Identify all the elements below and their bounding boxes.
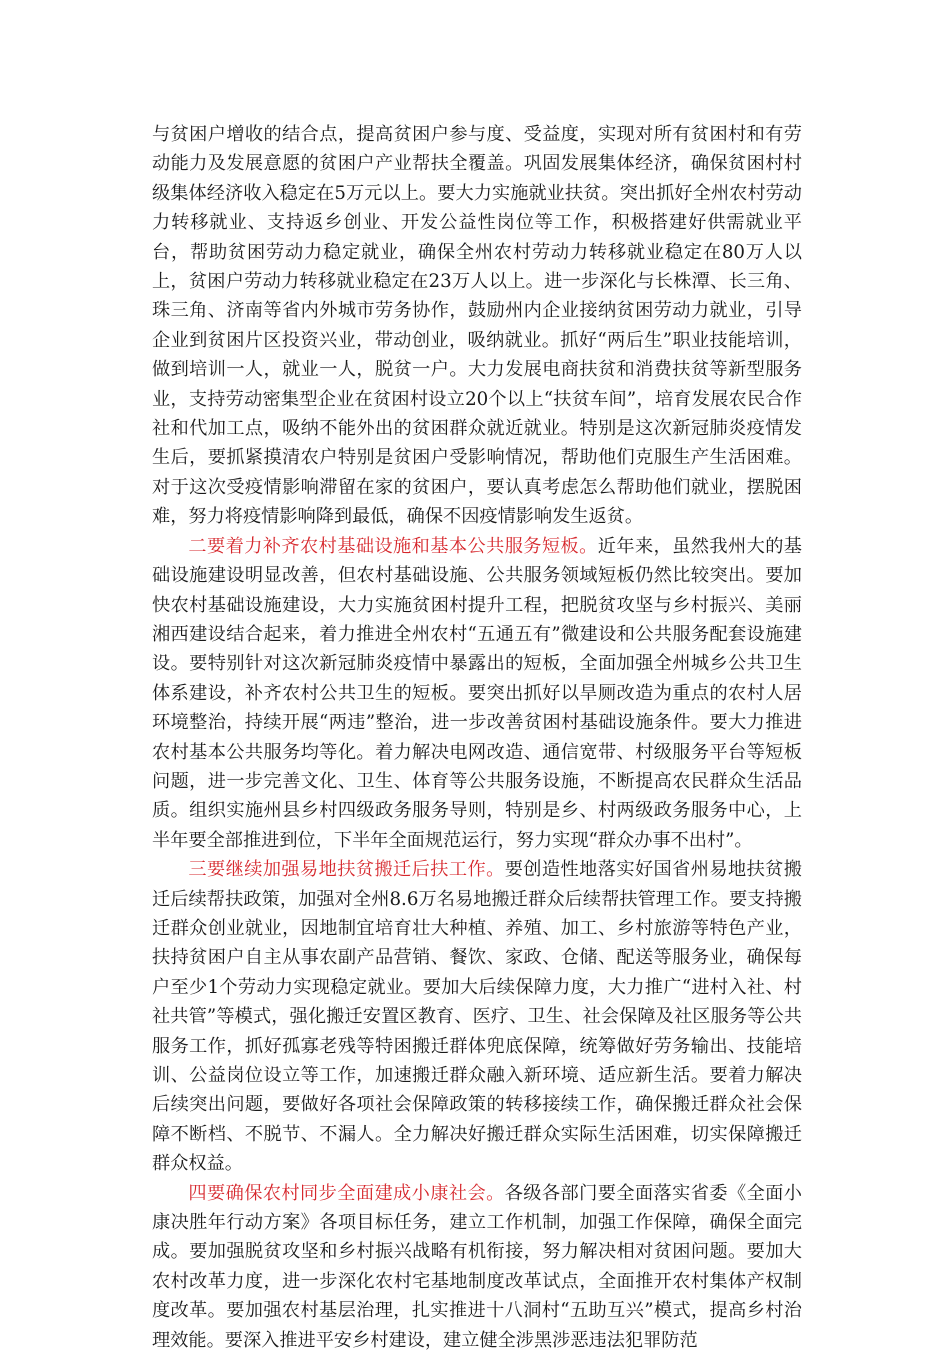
paragraph-2-body: 近年来，虽然我州大的基础设施建设明显改善，但农村基础设施、公共服务领域短板仍然比较突出。要加快农村基础设施建设，大力实施贫困村提升工程，把脱贫攻坚与乡村振兴、美丽湘西建设结合起来，着力推进全州农村“五通五有”微建设和公共服务配套设施建设。要特别针对这次新冠肺炎疫情中暴露出的短板，全面加强全州城乡公共卫生体系建设，补齐农村公共卫生的短板。要突出抓好以旱厕改造为重点的农村人居环境整治，持续开展“两违”整治，进一步改善贫困村基础设施条件。要大力推进农村基本公共服务均等化。着力解决电网改造、通信宽带、村级服务平台等短板问题，进一步完善文化、卫生、体育等公共服务设施，不断提高农民群众生活品质。组织实施州县乡村四级政务服务导则，特别是乡、村两级政务服务中心，上半年要全部推进到位，下半年全面规范运行，努力实现“群众办事不出村”。 — [152, 535, 802, 851]
paragraph-4 — [152, 1179, 802, 1355]
paragraph-1-body: 与贫困户增收的结合点，提高贫困户参与度、受益度，实现对所有贫困村和有劳动能力及发展意愿的贫困户产业帮扶全覆盖。巩固发展集体经济，确保贫困村村级集体经济收入稳定在5万元以上。要大力实施就业扶贫。突出抓好全州农村劳动力转移就业、支持返乡创业、开发公益性岗位等工作，积极搭建好供需就业平台，帮助贫困劳动力稳定就业，确保全州农村劳动力转移就业稳定在80万人以上，贫困户劳动力转移就业稳定在23万人以上。进一步深化与长株潭、长三角、珠三角、济南等省内外城市劳务协作，鼓励州内企业接纳贫困劳动力就业，引导企业到贫困片区投资兴业，带动创业，吸纳就业。抓好“两后生”职业技能培训，做到培训一人，就业一人，脱贫一户。大力发展电商扶贫和消费扶贫等新型服务业，支持劳动密集型企业在贫困村设立20个以上“扶贫车间”，培育发展农民合作社和代加工点，吸纳不能外出的贫困群众就近就业。特别是这次新冠肺炎疫情发生后，要抓紧摸清农户特别是贫困户受影响情况，帮助他们克服生产生活困难。对于这次受疫情影响滞留在家的贫困户，要认真考虑怎么帮助他们就业，摆脱困难，努力将疫情影响降到最低，确保不因疫情影响发生返贫。 — [152, 124, 802, 528]
paragraph-2-heading: 二要着力补齐农村基础设施和基本公共服务短板。 — [188, 535, 598, 557]
paragraph-3 — [152, 855, 802, 1178]
paragraph-3-heading: 三要继续加强易地扶贫搬迁后扶工作。 — [188, 859, 505, 881]
document-page — [152, 120, 802, 1355]
paragraph-1 — [152, 120, 802, 532]
paragraph-3-body: 要创造性地落实好国省州易地扶贫搬迁后续帮扶政策，加强对全州8.6万名易地搬迁群众后续帮扶管理工作。要支持搬迁群众创业就业，因地制宜培育壮大种植、养殖、加工、乡村旅游等特色产业，扶持贫困户自主从事农副产品营销、餐饮、家政、仓储、配送等服务业，确保每户至少1个劳动力实现稳定就业。要加大后续保障力度，大力推广“进村入社、村社共管”等模式，强化搬迁安置区教育、医疗、卫生、社会保障及社区服务等公共服务工作，抓好孤寡老残等特困搬迁群体兜底保障，统筹做好劳务输出、技能培训、公益岗位设立等工作，加速搬迁群众融入新环境、适应新生活。要着力解决后续突出问题，要做好各项社会保障政策的转移接续工作，确保搬迁群众社会保障不断档、不脱节、不漏人。全力解决好搬迁群众实际生活困难，切实保障搬迁群众权益。 — [152, 859, 802, 1175]
paragraph-2 — [152, 532, 802, 855]
paragraph-4-heading: 四要确保农村同步全面建成小康社会。 — [188, 1182, 505, 1204]
paragraph-4-body: 各级各部门要全面落实省委《全面小康决胜年行动方案》各项目标任务，建立工作机制，加强工作保障，确保全面完成。要加强脱贫攻坚和乡村振兴战略有机衔接，努力解决相对贫困问题。要加大农村改革力度，进一步深化农村宅基地制度改革试点，全面推开农村集体产权制度改革。要加强农村基层治理，扎实推进十八洞村“五助互兴”模式，提高乡村治理效能。要深入推进平安乡村建设，建立健全涉黑涉恶违法犯罪防范 — [152, 1182, 802, 1351]
